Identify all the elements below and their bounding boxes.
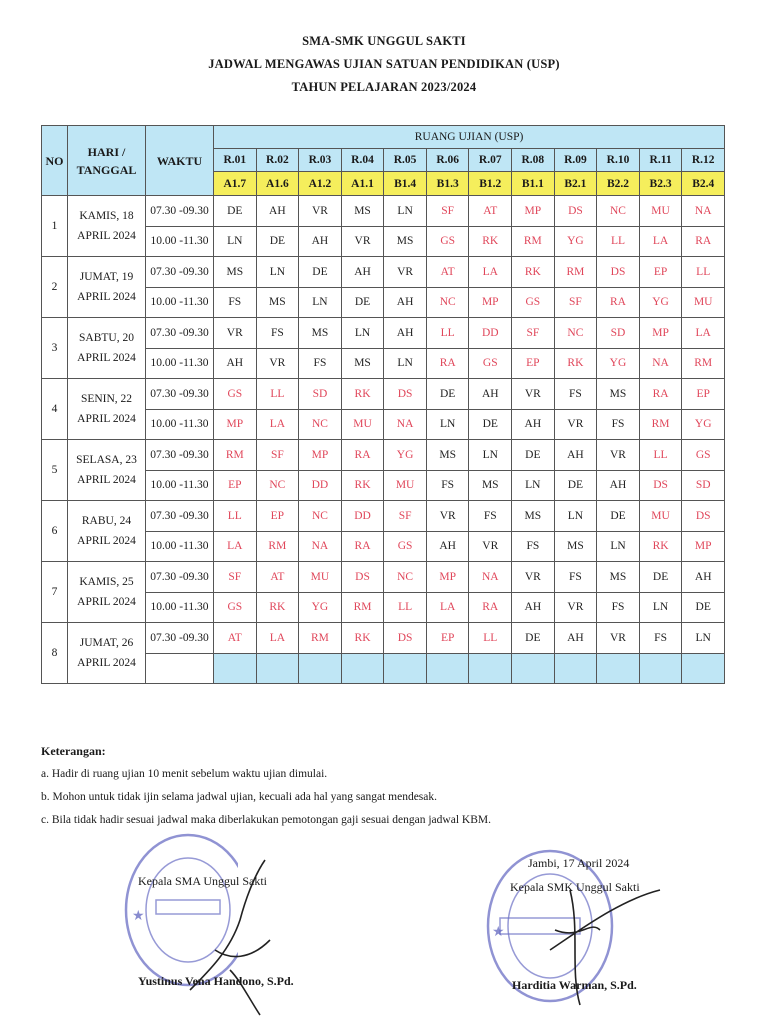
proctor-cell: AH xyxy=(512,409,555,440)
proctor-cell: EP xyxy=(512,348,555,379)
proctor-cell: DE xyxy=(256,226,299,257)
proctor-cell: LA xyxy=(256,409,299,440)
note-a: a. Hadir di ruang ujian 10 menit sebelum waktu ujian dimulai. xyxy=(41,768,328,780)
proctor-cell: MU xyxy=(682,287,725,318)
proctor-cell: LA xyxy=(214,531,257,562)
schedule-table xyxy=(41,125,725,684)
proctor-cell: LN xyxy=(256,257,299,288)
class-header: A1.6 xyxy=(256,172,299,196)
proctor-cell: RA xyxy=(426,348,469,379)
proctor-cell: DS xyxy=(597,257,640,288)
proctor-cell: AT xyxy=(214,623,257,654)
table-row xyxy=(42,501,725,532)
proctor-cell: GS xyxy=(682,440,725,471)
day-name: KAMIS, 25 xyxy=(79,576,134,588)
proctor-cell: RK xyxy=(469,226,512,257)
day-name: SELASA, 23 xyxy=(76,454,137,466)
proctor-cell: YG xyxy=(597,348,640,379)
proctor-cell: DE xyxy=(299,257,342,288)
time-cell: 07.30 -09.30 xyxy=(146,318,214,349)
proctor-cell: RA xyxy=(469,592,512,623)
proctor-cell: MP xyxy=(469,287,512,318)
proctor-cell: DE xyxy=(554,470,597,501)
proctor-cell xyxy=(341,653,384,684)
class-header: B1.1 xyxy=(512,172,555,196)
proctor-cell: LL xyxy=(384,592,427,623)
day-name: RABU, 24 xyxy=(81,515,132,527)
proctor-cell: MP xyxy=(214,409,257,440)
proctor-cell: LN xyxy=(512,470,555,501)
proctor-cell: GS xyxy=(469,348,512,379)
proctor-cell: LL xyxy=(426,318,469,349)
row-number: 3 xyxy=(42,318,68,379)
proctor-cell: RK xyxy=(341,379,384,410)
room-header: R.01 xyxy=(214,149,257,172)
proctor-cell: YG xyxy=(639,287,682,318)
class-header: B1.2 xyxy=(469,172,512,196)
proctor-cell: GS xyxy=(384,531,427,562)
proctor-cell: RA xyxy=(639,379,682,410)
proctor-cell: DE xyxy=(341,287,384,318)
room-header: R.12 xyxy=(682,149,725,172)
proctor-cell: MU xyxy=(639,196,682,227)
proctor-cell: DE xyxy=(512,440,555,471)
room-header: R.11 xyxy=(639,149,682,172)
proctor-cell: NA xyxy=(384,409,427,440)
proctor-cell: LA xyxy=(426,592,469,623)
proctor-cell: SF xyxy=(512,318,555,349)
proctor-cell: AH xyxy=(554,440,597,471)
class-header: B1.3 xyxy=(426,172,469,196)
proctor-cell: MS xyxy=(256,287,299,318)
proctor-cell: MS xyxy=(597,562,640,593)
proctor-cell: NC xyxy=(256,470,299,501)
proctor-cell: FS xyxy=(469,501,512,532)
proctor-cell: DS xyxy=(682,501,725,532)
proctor-cell: FS xyxy=(597,409,640,440)
table-row xyxy=(42,440,725,471)
academic-year: TAHUN PELAJARAN 2023/2024 xyxy=(291,80,477,94)
day-date: APRIL 2024 xyxy=(77,230,136,242)
day-cell xyxy=(68,501,146,562)
proctor-cell: MS xyxy=(597,379,640,410)
proctor-cell: AH xyxy=(256,196,299,227)
col-time-header: WAKTU xyxy=(146,126,214,196)
table-row xyxy=(42,562,725,593)
time-cell xyxy=(146,653,214,684)
proctor-cell: VR xyxy=(426,501,469,532)
proctor-cell: RM xyxy=(554,257,597,288)
proctor-cell: RA xyxy=(341,531,384,562)
proctor-cell: RK xyxy=(554,348,597,379)
time-cell: 10.00 -11.30 xyxy=(146,592,214,623)
proctor-cell: SF xyxy=(554,287,597,318)
proctor-cell: FS xyxy=(554,379,597,410)
proctor-cell: LL xyxy=(639,440,682,471)
proctor-cell: EP xyxy=(426,623,469,654)
proctor-cell: VR xyxy=(597,440,640,471)
day-date: APRIL 2024 xyxy=(77,596,136,608)
proctor-cell: AH xyxy=(341,257,384,288)
proctor-cell: DS xyxy=(639,470,682,501)
proctor-cell: RM xyxy=(512,226,555,257)
proctor-cell: DS xyxy=(341,562,384,593)
proctor-cell: MP xyxy=(299,440,342,471)
proctor-cell: FS xyxy=(639,623,682,654)
left-signer-name: Yustinus Vena Handono, S.Pd. xyxy=(138,974,294,988)
proctor-cell: DS xyxy=(554,196,597,227)
class-header: A1.7 xyxy=(214,172,257,196)
note-c: c. Bila tidak hadir sesuai jadwal maka diberlakukan pemotongan gaji sesuai dengan jadwal KBM. xyxy=(41,814,491,826)
room-header: R.06 xyxy=(426,149,469,172)
row-number: 2 xyxy=(42,257,68,318)
proctor-cell: AH xyxy=(512,592,555,623)
proctor-cell xyxy=(639,653,682,684)
proctor-cell xyxy=(554,653,597,684)
time-cell: 10.00 -11.30 xyxy=(146,531,214,562)
time-cell: 10.00 -11.30 xyxy=(146,409,214,440)
proctor-cell: DD xyxy=(469,318,512,349)
proctor-cell: RK xyxy=(512,257,555,288)
proctor-cell: RK xyxy=(341,470,384,501)
room-header: R.10 xyxy=(597,149,640,172)
proctor-cell: NA xyxy=(639,348,682,379)
row-number: 6 xyxy=(42,501,68,562)
proctor-cell: LN xyxy=(639,592,682,623)
table-row xyxy=(42,318,725,349)
proctor-cell: DE xyxy=(426,379,469,410)
proctor-cell xyxy=(426,653,469,684)
proctor-cell: RK xyxy=(341,623,384,654)
proctor-cell: LA xyxy=(682,318,725,349)
proctor-cell: RK xyxy=(256,592,299,623)
proctor-cell: LL xyxy=(597,226,640,257)
left-signature-icon xyxy=(170,830,280,1020)
day-cell xyxy=(68,623,146,684)
day-date: APRIL 2024 xyxy=(77,535,136,547)
time-cell: 07.30 -09.30 xyxy=(146,562,214,593)
proctor-cell: VR xyxy=(512,379,555,410)
proctor-cell: RM xyxy=(299,623,342,654)
schedule-body xyxy=(42,196,725,684)
proctor-cell: RA xyxy=(341,440,384,471)
proctor-cell: DE xyxy=(639,562,682,593)
time-cell: 10.00 -11.30 xyxy=(146,226,214,257)
proctor-cell: MU xyxy=(299,562,342,593)
proctor-cell: LA xyxy=(639,226,682,257)
proctor-cell: AT xyxy=(469,196,512,227)
proctor-cell: YG xyxy=(554,226,597,257)
proctor-cell: LN xyxy=(384,196,427,227)
proctor-cell: LN xyxy=(384,348,427,379)
proctor-cell xyxy=(299,653,342,684)
proctor-cell: MS xyxy=(299,318,342,349)
left-signer-role: Kepala SMA Unggul Sakti xyxy=(138,874,267,888)
day-cell xyxy=(68,318,146,379)
time-cell: 07.30 -09.30 xyxy=(146,257,214,288)
proctor-cell: RM xyxy=(256,531,299,562)
proctor-cell: GS xyxy=(512,287,555,318)
proctor-cell: RM xyxy=(639,409,682,440)
proctor-cell: GS xyxy=(214,379,257,410)
proctor-cell: FS xyxy=(512,531,555,562)
day-cell xyxy=(68,379,146,440)
room-header: R.04 xyxy=(341,149,384,172)
time-cell: 07.30 -09.30 xyxy=(146,196,214,227)
room-header: R.03 xyxy=(299,149,342,172)
proctor-cell: SD xyxy=(682,470,725,501)
class-header: B2.4 xyxy=(682,172,725,196)
proctor-cell: AH xyxy=(426,531,469,562)
class-header: B2.2 xyxy=(597,172,640,196)
time-cell: 10.00 -11.30 xyxy=(146,348,214,379)
proctor-cell: FS xyxy=(597,592,640,623)
proctor-cell: FS xyxy=(426,470,469,501)
proctor-cell: VR xyxy=(597,623,640,654)
svg-text:★: ★ xyxy=(132,909,145,924)
day-name: SENIN, 22 xyxy=(80,393,133,405)
proctor-cell: LN xyxy=(554,501,597,532)
proctor-cell: MS xyxy=(426,440,469,471)
proctor-cell: NC xyxy=(597,196,640,227)
proctor-cell: DE xyxy=(512,623,555,654)
proctor-cell: MS xyxy=(341,348,384,379)
proctor-cell: VR xyxy=(469,531,512,562)
proctor-cell: SF xyxy=(256,440,299,471)
proctor-cell: SD xyxy=(597,318,640,349)
class-header: A1.2 xyxy=(299,172,342,196)
day-date: APRIL 2024 xyxy=(77,291,136,303)
proctor-cell: FS xyxy=(214,287,257,318)
proctor-cell: DE xyxy=(469,409,512,440)
signature-date: Jambi, 17 April 2024 xyxy=(528,856,630,870)
day-cell xyxy=(68,196,146,257)
row-number: 5 xyxy=(42,440,68,501)
class-header: B1.4 xyxy=(384,172,427,196)
table-row xyxy=(42,623,725,654)
proctor-cell: EP xyxy=(682,379,725,410)
proctor-cell: NC xyxy=(299,501,342,532)
time-cell: 07.30 -09.30 xyxy=(146,501,214,532)
day-cell xyxy=(68,562,146,623)
proctor-cell: DE xyxy=(682,592,725,623)
right-signer-role: Kepala SMK Unggul Sakti xyxy=(510,880,640,894)
proctor-cell: AH xyxy=(384,287,427,318)
proctor-cell: AT xyxy=(256,562,299,593)
proctor-cell: GS xyxy=(426,226,469,257)
proctor-cell: NC xyxy=(299,409,342,440)
day-date: APRIL 2024 xyxy=(77,352,136,364)
proctor-cell: MS xyxy=(554,531,597,562)
day-name: SABTU, 20 xyxy=(79,332,134,344)
proctor-cell: LN xyxy=(597,531,640,562)
class-header: B2.1 xyxy=(554,172,597,196)
proctor-cell: YG xyxy=(299,592,342,623)
time-cell: 10.00 -11.30 xyxy=(146,470,214,501)
proctor-cell: DS xyxy=(384,623,427,654)
proctor-cell: LN xyxy=(469,440,512,471)
proctor-cell: VR xyxy=(256,348,299,379)
proctor-cell: LN xyxy=(426,409,469,440)
proctor-cell: VR xyxy=(554,409,597,440)
proctor-cell: DE xyxy=(597,501,640,532)
right-signer-name: Harditia Warman, S.Pd. xyxy=(512,978,637,992)
day-cell xyxy=(68,440,146,501)
room-header: R.08 xyxy=(512,149,555,172)
col-day-header-line1: HARI / xyxy=(87,144,126,159)
col-no-header: NO xyxy=(42,126,68,196)
time-cell: 10.00 -11.30 xyxy=(146,287,214,318)
proctor-cell: RA xyxy=(597,287,640,318)
proctor-cell: MU xyxy=(341,409,384,440)
proctor-cell: DE xyxy=(214,196,257,227)
school-name: SMA-SMK UNGGUL SAKTI xyxy=(302,34,466,48)
room-header: R.09 xyxy=(554,149,597,172)
notes-section xyxy=(41,740,491,832)
proctor-cell: VR xyxy=(512,562,555,593)
proctor-cell xyxy=(597,653,640,684)
proctor-cell: LA xyxy=(469,257,512,288)
proctor-cell: NA xyxy=(682,196,725,227)
proctor-cell: EP xyxy=(256,501,299,532)
proctor-cell xyxy=(512,653,555,684)
proctor-cell: LN xyxy=(214,226,257,257)
proctor-cell: FS xyxy=(554,562,597,593)
proctor-cell: FS xyxy=(299,348,342,379)
proctor-cell: VR xyxy=(384,257,427,288)
proctor-cell: DS xyxy=(384,379,427,410)
day-date: APRIL 2024 xyxy=(77,413,136,425)
col-day-header-line2: TANGGAL xyxy=(76,162,137,177)
document-title: JADWAL MENGAWAS UJIAN SATUAN PENDIDIKAN (USP) xyxy=(208,57,560,71)
row-number: 1 xyxy=(42,196,68,257)
class-header: B2.3 xyxy=(639,172,682,196)
proctor-cell: NA xyxy=(299,531,342,562)
proctor-cell: MS xyxy=(469,470,512,501)
table-row xyxy=(42,257,725,288)
proctor-cell: LN xyxy=(299,287,342,318)
rooms-title: RUANG UJIAN (USP) xyxy=(214,126,725,149)
proctor-cell: SF xyxy=(214,562,257,593)
proctor-cell: SD xyxy=(299,379,342,410)
proctor-cell: AH xyxy=(554,623,597,654)
proctor-cell: VR xyxy=(341,226,384,257)
proctor-cell: NC xyxy=(384,562,427,593)
note-b: b. Mohon untuk tidak ijin selama jadwal ujian, kecuali ada hal yang sangat mendesak. xyxy=(41,791,438,803)
proctor-cell: NA xyxy=(469,562,512,593)
proctor-cell: LA xyxy=(256,623,299,654)
proctor-cell: LN xyxy=(341,318,384,349)
row-number: 7 xyxy=(42,562,68,623)
proctor-cell: AH xyxy=(214,348,257,379)
proctor-cell: SF xyxy=(384,501,427,532)
proctor-cell: AH xyxy=(299,226,342,257)
proctor-cell: NC xyxy=(554,318,597,349)
room-header: R.05 xyxy=(384,149,427,172)
proctor-cell: EP xyxy=(639,257,682,288)
proctor-cell: DD xyxy=(341,501,384,532)
proctor-cell: LL xyxy=(682,257,725,288)
proctor-cell: AT xyxy=(426,257,469,288)
row-number: 8 xyxy=(42,623,68,684)
proctor-cell: AH xyxy=(597,470,640,501)
proctor-cell: FS xyxy=(256,318,299,349)
proctor-cell: LL xyxy=(469,623,512,654)
proctor-cell xyxy=(384,653,427,684)
proctor-cell xyxy=(682,653,725,684)
proctor-cell: NC xyxy=(426,287,469,318)
proctor-cell: MS xyxy=(214,257,257,288)
proctor-cell: MS xyxy=(512,501,555,532)
time-cell: 07.30 -09.30 xyxy=(146,379,214,410)
proctor-cell: MU xyxy=(384,470,427,501)
proctor-cell: RK xyxy=(639,531,682,562)
day-cell xyxy=(68,257,146,318)
proctor-cell: MP xyxy=(512,196,555,227)
room-header: R.02 xyxy=(256,149,299,172)
proctor-cell: MP xyxy=(639,318,682,349)
svg-text:★: ★ xyxy=(492,925,505,940)
proctor-cell: AH xyxy=(682,562,725,593)
proctor-cell: YG xyxy=(384,440,427,471)
proctor-cell xyxy=(469,653,512,684)
proctor-cell: RA xyxy=(682,226,725,257)
proctor-cell xyxy=(214,653,257,684)
proctor-cell: LN xyxy=(682,623,725,654)
proctor-cell: MP xyxy=(426,562,469,593)
proctor-cell: LL xyxy=(256,379,299,410)
proctor-cell: AH xyxy=(384,318,427,349)
document-header xyxy=(0,30,768,99)
day-name: JUMAT, 19 xyxy=(79,271,134,283)
proctor-cell xyxy=(256,653,299,684)
proctor-cell: RM xyxy=(214,440,257,471)
time-cell: 07.30 -09.30 xyxy=(146,623,214,654)
day-name: KAMIS, 18 xyxy=(79,210,134,222)
notes-title: Keterangan: xyxy=(41,744,106,758)
proctor-cell: VR xyxy=(554,592,597,623)
class-header: A1.1 xyxy=(341,172,384,196)
room-header: R.07 xyxy=(469,149,512,172)
proctor-cell: VR xyxy=(299,196,342,227)
day-name: JUMAT, 26 xyxy=(79,637,134,649)
proctor-cell: EP xyxy=(214,470,257,501)
table-row xyxy=(42,379,725,410)
proctor-cell: RM xyxy=(682,348,725,379)
proctor-cell: DD xyxy=(299,470,342,501)
proctor-cell: MP xyxy=(682,531,725,562)
proctor-cell: YG xyxy=(682,409,725,440)
proctor-cell: AH xyxy=(469,379,512,410)
proctor-cell: GS xyxy=(214,592,257,623)
proctor-cell: MS xyxy=(384,226,427,257)
proctor-cell: RM xyxy=(341,592,384,623)
day-date: APRIL 2024 xyxy=(77,474,136,486)
table-row xyxy=(42,196,725,227)
row-number: 4 xyxy=(42,379,68,440)
day-date: APRIL 2024 xyxy=(77,657,136,669)
proctor-cell: SF xyxy=(426,196,469,227)
proctor-cell: LL xyxy=(214,501,257,532)
col-day-header xyxy=(68,126,146,196)
proctor-cell: VR xyxy=(214,318,257,349)
proctor-cell: MU xyxy=(639,501,682,532)
time-cell: 07.30 -09.30 xyxy=(146,440,214,471)
proctor-cell: MS xyxy=(341,196,384,227)
